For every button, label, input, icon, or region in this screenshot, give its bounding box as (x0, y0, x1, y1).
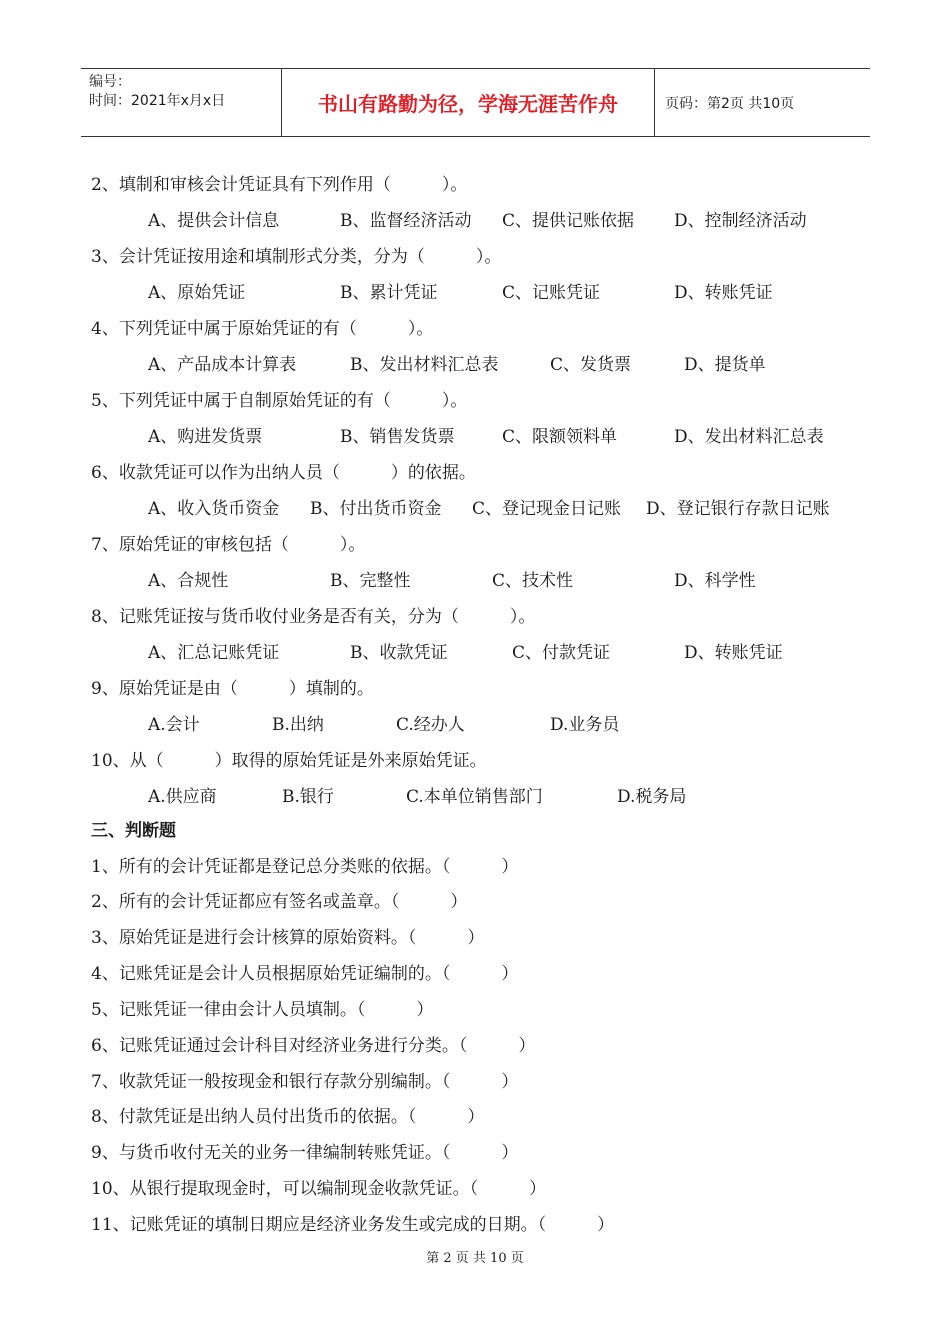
page-footer: 第 2 页 共 10 页 (426, 1251, 524, 1266)
option: C.经办人 (396, 715, 465, 735)
question-10: 10、从（ ）取得的原始凭证是外来原始凭证。 (91, 751, 487, 771)
option: B、完整性 (330, 571, 411, 591)
option: B.出纳 (272, 715, 324, 735)
option: C、发货票 (550, 355, 632, 375)
question-7: 7、原始凭证的审核包括（ ）。 (91, 535, 366, 555)
question-6: 6、收款凭证可以作为出纳人员（ ）的依据。 (91, 463, 476, 483)
question-8: 8、记账凭证按与货币收付业务是否有关，分为（ ）。 (91, 607, 536, 627)
judge-item: 2、所有的会计凭证都应有签名或盖章。（ ） (91, 892, 468, 912)
option: B、累计凭证 (340, 283, 438, 303)
section-title: 三、判断题 (91, 821, 176, 841)
option: D.税务局 (617, 787, 687, 807)
option: B.银行 (282, 787, 334, 807)
option: D、科学性 (674, 571, 756, 591)
option: D、提货单 (684, 355, 766, 375)
option: D、控制经济活动 (674, 211, 807, 231)
judge-item: 9、与货币收付无关的业务一律编制转账凭证。（ ） (91, 1143, 519, 1163)
option: D、发出材料汇总表 (674, 427, 824, 447)
page-header (81, 68, 870, 137)
question-4: 4、下列凭证中属于原始凭证的有（ ）。 (91, 319, 434, 339)
option: B、监督经济活动 (340, 211, 472, 231)
judge-item: 1、所有的会计凭证都是登记总分类账的依据。（ ） (91, 857, 519, 877)
option: A、合规性 (148, 571, 229, 591)
question-9: 9、原始凭证是由（ ）填制的。 (91, 679, 374, 699)
option: A.会计 (148, 715, 200, 735)
option: C、限额领料单 (502, 427, 618, 447)
option: B、收款凭证 (350, 643, 448, 663)
option: A、购进发货票 (148, 427, 263, 447)
option: C、付款凭证 (512, 643, 611, 663)
question-3: 3、会计凭证按用途和填制形式分类，分为（ ）。 (91, 247, 502, 267)
option: A.供应商 (148, 787, 217, 807)
judge-item: 8、付款凭证是出纳人员付出货币的依据。（ ） (91, 1107, 485, 1127)
option: B、付出货币资金 (310, 499, 442, 519)
header-motto: 书山有路勤为径，学海无涯苦作舟 (282, 69, 655, 136)
option: C、登记现金日记账 (472, 499, 622, 519)
question-2: 2、填制和审核会计凭证具有下列作用（ ）。 (91, 175, 468, 195)
option: B、发出材料汇总表 (350, 355, 499, 375)
option: D、转账凭证 (674, 283, 773, 303)
option: A、提供会计信息 (148, 211, 280, 231)
judge-item: 10、从银行提取现金时，可以编制现金收款凭证。（ ） (91, 1179, 547, 1199)
judge-item: 3、原始凭证是进行会计核算的原始资料。（ ） (91, 928, 485, 948)
judge-item: 11、记账凭证的填制日期应是经济业务发生或完成的日期。（ ） (91, 1215, 615, 1235)
judge-item: 6、记账凭证通过会计科目对经济业务进行分类。（ ） (91, 1036, 536, 1056)
option: A、产品成本计算表 (148, 355, 297, 375)
question-5: 5、下列凭证中属于自制原始凭证的有（ ）。 (91, 391, 468, 411)
option: D.业务员 (550, 715, 620, 735)
number-label: 编号： (89, 74, 131, 90)
header-meta-cell (81, 69, 282, 136)
option: C、技术性 (492, 571, 574, 591)
option: A、汇总记账凭证 (148, 643, 280, 663)
option: C.本单位销售部门 (406, 787, 543, 807)
option: D、登记银行存款日记账 (646, 499, 830, 519)
option: A、原始凭证 (148, 283, 246, 303)
judge-item: 5、记账凭证一律由会计人员填制。（ ） (91, 1000, 434, 1020)
judge-item: 7、收款凭证一般按现金和银行存款分别编制。（ ） (91, 1072, 519, 1092)
date-label: 时间：2021年x月x日 (89, 93, 226, 109)
option: C、记账凭证 (502, 283, 601, 303)
judge-item: 4、记账凭证是会计人员根据原始凭证编制的。（ ） (91, 964, 519, 984)
option: C、提供记账依据 (502, 211, 635, 231)
option: A、收入货币资金 (148, 499, 280, 519)
option: B、销售发货票 (340, 427, 455, 447)
option: D、转账凭证 (684, 643, 783, 663)
header-page-label: 页码：第2页 共10页 (665, 95, 795, 112)
